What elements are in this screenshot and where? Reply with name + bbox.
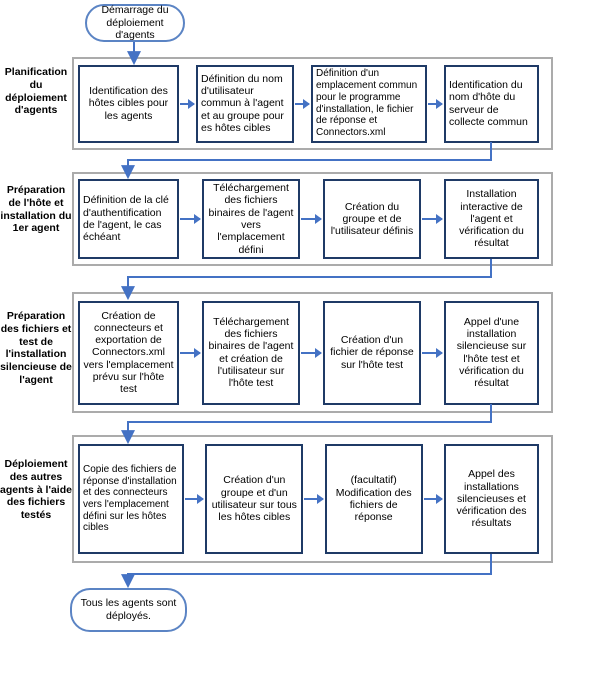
- flow-arrow-right-icon: [301, 218, 321, 220]
- process-box: Copie des fichiers de réponse d'installation et des connecteurs vers l'emplacement défini sur les hôtes cibles: [78, 444, 184, 554]
- process-box: Création d'un fichier de réponse sur l'hôte test: [323, 301, 421, 405]
- flow-arrow-right-icon: [185, 498, 203, 500]
- process-box: Définition du nom d'utilisateur commun à l'agent et au groupe pour es hôtes cibles: [196, 65, 294, 143]
- phase-label-deploiement-autres: Déploiement des autres agents à l'aide des fichiers testés: [0, 458, 72, 522]
- flow-arrow-right-icon: [180, 218, 200, 220]
- process-box: Installation interactive de l'agent et vérification du résultat: [444, 179, 539, 259]
- phase-label-test-silencieux: Préparation des fichiers et test de l'installation silencieuse de l'agent: [0, 310, 72, 386]
- flow-arrow-right-icon: [422, 218, 442, 220]
- phase-group-deploiement-autres: [72, 435, 553, 563]
- phase-group-preparation-hote: [72, 172, 553, 266]
- flow-arrow-right-icon: [428, 103, 442, 105]
- process-box: Téléchargement des fichiers binaires de l'agent et création de l'utilisateur sur l'hôte test: [202, 301, 300, 405]
- phase-group-planification: [72, 57, 553, 150]
- phase-group-test-silencieux: [72, 292, 553, 413]
- process-box: Création du groupe et de l'utilisateur définis: [323, 179, 421, 259]
- process-box: (facultatif) Modification des fichiers de réponse: [325, 444, 423, 554]
- flow-arrow-right-icon: [422, 352, 442, 354]
- start-terminal: Démarrage du déploiement d'agents: [85, 4, 185, 42]
- flow-arrow-right-icon: [180, 352, 200, 354]
- process-box: Création de connecteurs et exportation de Connectors.xml vers l'emplacement prévu sur l'hôte test: [78, 301, 179, 405]
- process-box: Définition de la clé d'authentification de l'agent, le cas échéant: [78, 179, 179, 259]
- process-box: Identification des hôtes cibles pour les agents: [78, 65, 179, 143]
- phase-label-preparation-hote: Préparation de l'hôte et installation du 1er agent: [0, 184, 72, 235]
- end-terminal: Tous les agents sont déployés.: [70, 588, 187, 632]
- flow-arrow-right-icon: [295, 103, 309, 105]
- flow-arrow-right-icon: [180, 103, 194, 105]
- flow-arrow-right-icon: [304, 498, 322, 500]
- flow-arrow-right-icon: [424, 498, 442, 500]
- process-box: Appel des installations silencieuses et vérification des résultats: [444, 444, 539, 554]
- phase-label-planification: Planification du déploiement d'agents: [4, 66, 68, 117]
- flow-arrow-right-icon: [301, 352, 321, 354]
- process-box: Téléchargement des fichiers binaires de l'agent vers l'emplacement défini: [202, 179, 300, 259]
- process-box: Identification du nom d'hôte du serveur de collecte commun: [444, 65, 539, 143]
- process-box: Appel d'une installation silencieuse sur l'hôte test et vérification du résultat: [444, 301, 539, 405]
- process-box: Création d'un groupe et d'un utilisateur sur tous les hôtes cibles: [205, 444, 303, 554]
- process-box: Définition d'un emplacement commun pour le programme d'installation, le fichier de réponse et Connectors.xml: [311, 65, 427, 143]
